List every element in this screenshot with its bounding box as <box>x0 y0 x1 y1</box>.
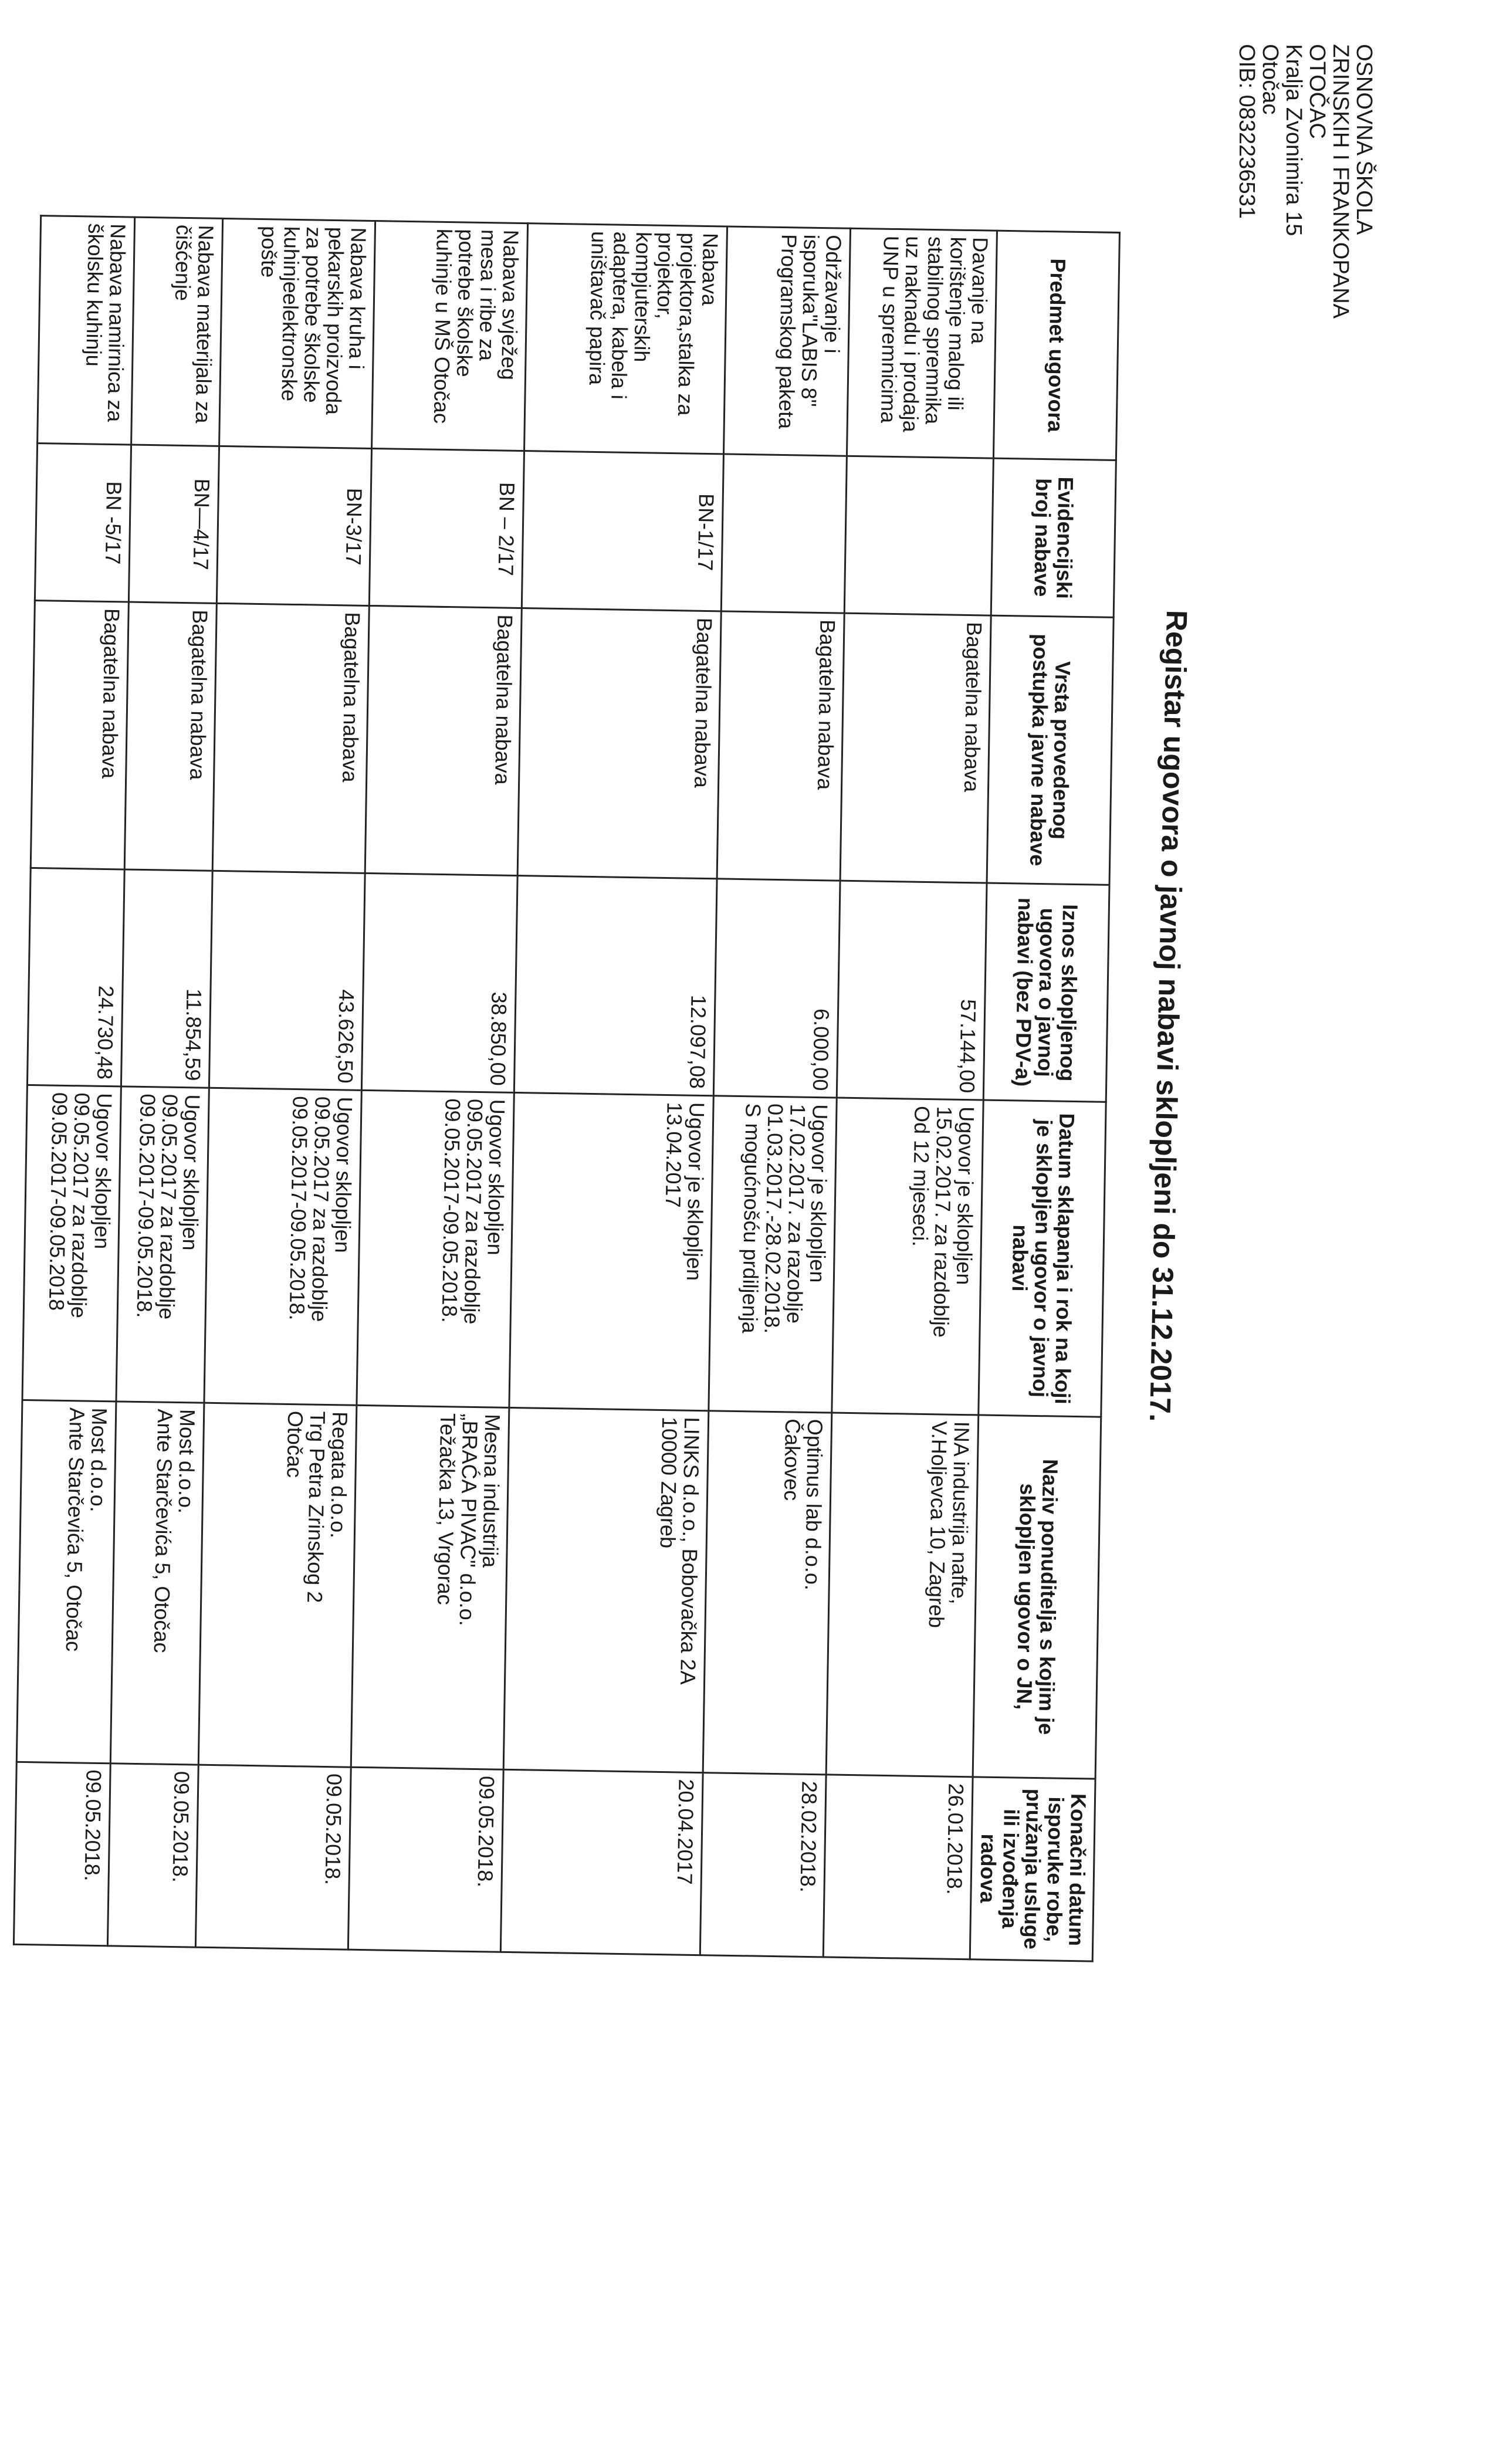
cell-final-date: 28.02.2018. <box>700 1772 826 1957</box>
cell-procedure: Bagatelna nabava <box>31 600 128 869</box>
cell-date-line: Od 12 mjeseci. <box>908 1105 935 1247</box>
cell-supplier-line: Ante Starčevića 5, Otočac <box>149 1409 178 1653</box>
cell-supplier <box>703 1410 832 1774</box>
cell-subject-line: UNP u spremnicima <box>876 235 903 424</box>
cell-subject <box>372 221 528 451</box>
cell-supplier-line: Most d.o.o. <box>86 1407 112 1513</box>
table-row <box>348 221 527 1952</box>
cell-subject-line: čišćenje <box>170 224 196 302</box>
cell-subject-line: projektor, <box>652 232 678 320</box>
cell-date-line: Ugovor sklopljen <box>330 1096 357 1254</box>
cell-supplier <box>16 1400 116 1763</box>
cell-procedure: Bagatelna nabava <box>124 602 216 871</box>
cell-date-line: 09.05.2017 za razdoblje <box>154 1094 182 1320</box>
cell-date-line: 09.05.2017 za razdoblje <box>66 1092 94 1319</box>
school-line: Otočac <box>1258 44 1282 115</box>
table-row <box>195 218 375 1949</box>
cell-subject-line: Programskog paketa <box>774 233 801 429</box>
cell-subject-line: kuhinje u MŠ Otočac <box>429 228 456 424</box>
cell-date-line: 09.05.2017-09.05.2018. <box>285 1096 313 1321</box>
cell-procedure: Bagatelna nabava <box>840 613 991 883</box>
cell-date-line: 09.05.2017-09.05.2018. <box>132 1093 160 1318</box>
cell-supplier-line: Čakovec <box>779 1418 805 1501</box>
cell-date-line: Ugovor je sklopljen <box>952 1106 979 1285</box>
cell-subject <box>131 217 223 446</box>
cell-date-line: 09.05.2017 za razdoblje <box>459 1098 488 1325</box>
cell-supplier-line: LINKS d.o.o., Bobovačka 2A <box>676 1417 705 1685</box>
cell-supplier <box>503 1407 709 1772</box>
school-line: OTOČAC <box>1305 44 1329 139</box>
cell-supplier-line: INA industrija nafte, <box>947 1421 974 1605</box>
cell-procedure: Bagatelna nabava <box>365 605 522 875</box>
cell-procedure: Bagatelna nabava <box>717 611 844 881</box>
cell-amount: 38.850,00 <box>361 873 517 1092</box>
header-subject: Predmet ugovora <box>993 231 1119 460</box>
cell-subject-line: Davanje na <box>966 236 993 344</box>
table-row <box>500 224 727 1955</box>
cell-final-date: 09.05.2018. <box>348 1767 503 1952</box>
cell-procedure: Bagatelna nabava <box>517 608 721 878</box>
cell-subject-line: mesa i ribe za <box>475 229 501 361</box>
cell-date-line: 13.04.2017 <box>661 1102 687 1208</box>
school-header <box>1235 44 1376 319</box>
cell-date-line: S mogućnošću prdiljenja <box>737 1103 766 1334</box>
cell-supplier-line: „BRAĆA PIVAC" d.o.o. <box>455 1413 483 1627</box>
cell-final-date: 09.05.2018. <box>195 1765 351 1949</box>
cell-subject <box>524 224 727 454</box>
cell-supplier-line: Trg Petra Zrinskog 2 <box>303 1411 330 1603</box>
cell-date-line: Ugovor je sklopljen <box>682 1102 709 1281</box>
cell-date-line: Ugovor sklopljen <box>178 1094 205 1251</box>
cell-subject <box>847 228 997 458</box>
cell-subject-line: Nabava <box>697 232 723 306</box>
cell-subject-line: kompjuterskih <box>629 231 656 363</box>
cell-amount: 11.854,59 <box>121 869 212 1088</box>
cell-supplier <box>110 1402 204 1765</box>
header-amount: Iznos sklopljenog ugovora o javnoj nabavi (bez PDV-a) <box>983 883 1109 1102</box>
cell-supplier-line: 10000 Zagreb <box>655 1416 682 1549</box>
school-line: OSNOVNA ŠKOLA <box>1352 44 1376 235</box>
cell-supplier <box>826 1413 979 1777</box>
cell-date-line: Ugovor sklopljen <box>90 1092 117 1250</box>
cell-date <box>509 1093 713 1411</box>
cell-number <box>721 453 847 613</box>
cell-subject <box>723 226 850 456</box>
cell-subject-line: Održavanje i <box>820 235 846 354</box>
cell-date-line: 15.02.2017. za razdoblje <box>929 1106 957 1338</box>
header-final-date: Konačni datum isporuke robe, pružanja usluge ili izvođenja radova <box>970 1777 1095 1961</box>
table-row <box>823 228 997 1959</box>
cell-subject-line: Nabava namirnica za <box>103 223 131 422</box>
contract-register-table <box>13 215 1121 1962</box>
cell-supplier-line: V.Holjevca 10, Zagreb <box>924 1420 952 1629</box>
cell-subject-line: Nabava kruha i <box>344 227 371 370</box>
cell-final-date: 09.05.2018. <box>13 1762 110 1946</box>
cell-number: BN-1/17 <box>522 451 723 611</box>
cell-supplier-line: Mesna industrija <box>478 1413 505 1568</box>
cell-subject-line: pošte <box>256 225 282 278</box>
header-number: Evidencijski broj nabave <box>991 458 1116 618</box>
cell-supplier <box>351 1405 509 1769</box>
cell-final-date: 20.04.2017 <box>500 1769 703 1955</box>
cell-supplier-line: Most d.o.o. <box>174 1409 200 1514</box>
cell-subject <box>38 216 135 445</box>
cell-date <box>204 1088 361 1405</box>
cell-subject-line: školsku kuhinju <box>82 223 109 367</box>
cell-subject-line: Nabava svježeg <box>496 229 523 381</box>
cell-date-line: 09.05.2017-09.05.2018. <box>437 1098 465 1324</box>
cell-subject-line: projektora,stalka za <box>673 232 700 416</box>
school-oib: OIB: 0832236531 <box>1234 44 1259 219</box>
cell-number <box>844 456 993 615</box>
cell-subject-line: kuhinjeelektronske <box>277 226 304 402</box>
cell-supplier-line: Regata d.o.o. <box>326 1411 353 1539</box>
cell-subject-line: pekarskih proizvoda <box>321 226 348 415</box>
cell-amount: 12.097,08 <box>514 875 717 1096</box>
header-supplier: Naziv ponuditelja s kojim je sklopljen ugovor o JN, <box>973 1415 1101 1779</box>
cell-number: BN-3/17 <box>216 446 371 605</box>
cell-amount: 43.626,50 <box>209 871 365 1090</box>
cell-number: BN—4/17 <box>128 445 219 604</box>
cell-date-line: 17.02.2017. za razoblje <box>782 1104 810 1324</box>
header-procedure: Vrsta provedenog postupka javne nabave <box>987 615 1113 885</box>
school-line: ZRINSKIH I FRANKOPANA <box>1328 44 1353 319</box>
cell-supplier-line: Optimus lab d.o.o. <box>800 1419 828 1591</box>
cell-supplier-line: Ante Starčevića 5, Otočac <box>61 1407 90 1652</box>
cell-amount: 6.000,00 <box>713 879 840 1098</box>
cell-subject-line: adaptera, kabela i <box>607 231 634 400</box>
cell-date <box>22 1085 121 1402</box>
cell-subject-line: uništavač papira <box>584 231 611 385</box>
cell-number: BN – 2/17 <box>369 448 524 608</box>
cell-date-line: 01.03.2017.-28.02.2018. <box>760 1103 788 1334</box>
cell-date <box>709 1096 837 1413</box>
cell-supplier-line: Težačka 13, Vrgorac <box>433 1413 461 1606</box>
cell-subject-line: potrebe školske <box>452 229 479 377</box>
cell-subject-line: korištenje malog ili <box>943 236 970 411</box>
cell-date-line: Ugovor sklopljen <box>483 1099 510 1256</box>
cell-number: BN -5/17 <box>35 443 131 602</box>
cell-date <box>116 1087 209 1403</box>
cell-final-date: 09.05.2018. <box>107 1764 198 1948</box>
cell-date <box>357 1091 514 1408</box>
cell-supplier <box>198 1403 357 1767</box>
school-line: Kralja Zvonimira 15 <box>1281 44 1306 236</box>
cell-subject-line: isporuka"LABIS 8" <box>797 234 824 407</box>
cell-date-line: Ugovor je sklopljen <box>805 1104 832 1283</box>
cell-subject-line: za potrebe školske <box>299 226 326 403</box>
cell-date-line: 09.05.2017-09.05.2018 <box>44 1092 72 1311</box>
cell-supplier-line: Otočac <box>282 1410 308 1478</box>
header-date: Datum sklapanja i rok na koji je sklopljen ugovor o javnoj nabavi <box>979 1100 1106 1417</box>
cell-date <box>832 1098 983 1414</box>
cell-procedure: Bagatelna nabava <box>212 603 369 873</box>
cell-date-line: 09.05.2017 za razdoblje <box>307 1096 335 1322</box>
cell-amount: 24.730,48 <box>27 868 124 1087</box>
document-title: Registar ugovora o javnoj nabavi sklopljeni do 31.12.2017. <box>1143 610 1193 1423</box>
cell-subject-line: stabilnog spremnika <box>920 236 948 425</box>
cell-subject-line: Nabava materijala za <box>191 225 218 424</box>
cell-amount: 57.144,00 <box>837 881 987 1100</box>
cell-final-date: 26.01.2018. <box>823 1775 973 1959</box>
cell-subject-line: uz naknadu i prodaja <box>898 236 926 432</box>
cell-subject <box>219 218 375 448</box>
